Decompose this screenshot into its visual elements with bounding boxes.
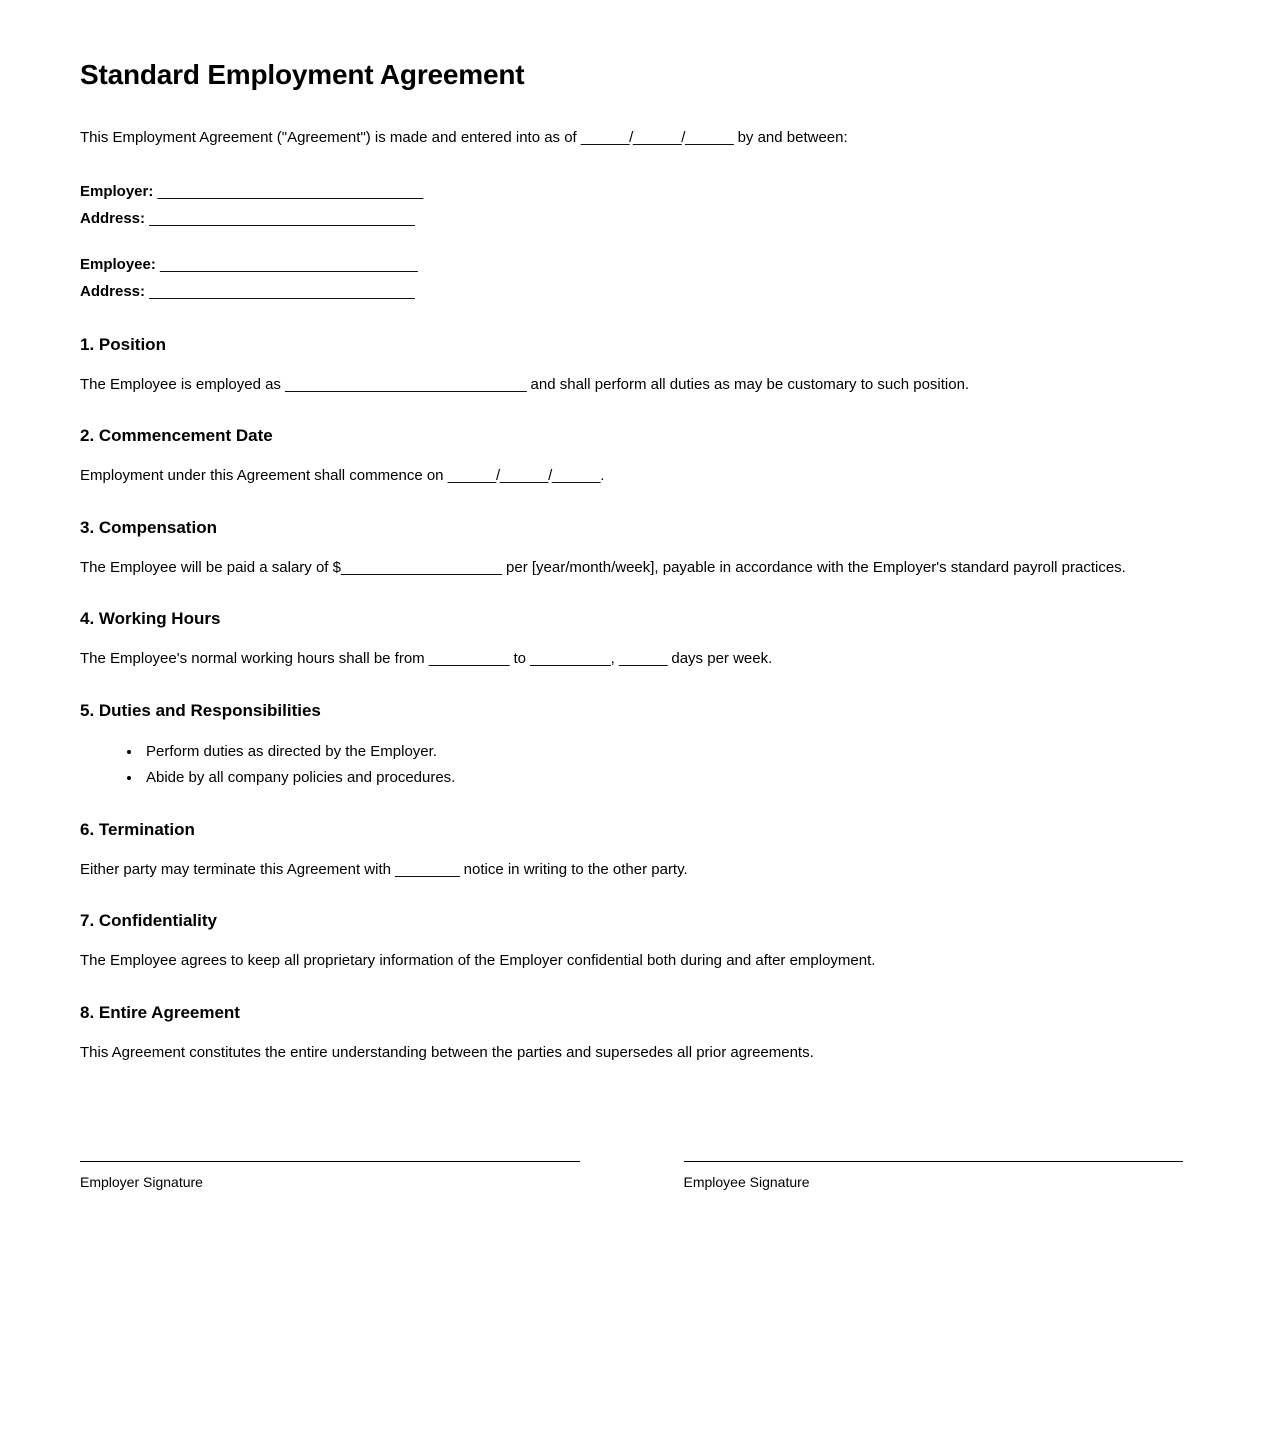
position-text-after: and shall perform all duties as may be customary to such position. <box>526 375 970 393</box>
section-heading-position: 1. Position <box>80 334 166 354</box>
employee-label: Employee: <box>80 256 156 274</box>
employee-name-blank[interactable]: ________________________________ <box>160 256 418 274</box>
employer-signature-line[interactable] <box>80 1161 580 1162</box>
termination-text-after: notice in writing to the other party. <box>459 860 688 878</box>
intro-text-after: by and between: <box>733 128 848 146</box>
position-text-before: The Employee is employed as <box>80 375 286 393</box>
commencement-date-blank[interactable]: ______/______/______ <box>447 467 601 485</box>
working-hours-text-mid: to <box>509 650 531 668</box>
working-hours-text-before: The Employee's normal working hours shall be from <box>80 650 429 668</box>
employee-address-label: Address: <box>80 282 146 300</box>
employee-signature-line[interactable] <box>684 1161 1184 1162</box>
employee-name-line <box>80 252 1183 279</box>
employer-address-blank[interactable]: _________________________________ <box>149 209 415 227</box>
working-hours-text-mid2: , <box>610 650 619 668</box>
employer-label: Employer: <box>80 182 154 200</box>
employer-name-line <box>80 179 1183 206</box>
salary-amount-blank[interactable]: ____________________ <box>340 558 502 576</box>
section-body-compensation <box>80 556 1126 580</box>
commencement-text-before: Employment under this Agreement shall commence on <box>80 467 448 485</box>
section-body-commencement-date <box>80 464 1126 488</box>
intro-text-before: This Employment Agreement ("Agreement") is made and entered into as of <box>80 128 581 146</box>
section-body-position <box>80 373 1126 397</box>
employer-signature-caption: Employer Signature <box>80 1174 203 1191</box>
employee-signature-column <box>684 1161 1184 1193</box>
employer-name-blank[interactable]: _________________________________ <box>157 182 423 200</box>
section-body-working-hours <box>80 647 1126 671</box>
agreement-date-blank[interactable]: ______/______/______ <box>580 128 734 146</box>
section-body-entire-agreement: This Agreement constitutes the entire understanding between the parties and supersedes all prior agreements. <box>80 1043 814 1061</box>
intro-paragraph <box>80 126 1183 149</box>
employee-address-blank[interactable]: _________________________________ <box>149 282 415 300</box>
duties-list <box>80 739 1183 791</box>
employer-signature-column <box>80 1161 580 1193</box>
page-title: Standard Employment Agreement <box>80 59 525 90</box>
termination-notice-blank[interactable]: ________ <box>395 860 460 878</box>
section-heading-confidentiality: 7. Confidentiality <box>80 911 217 931</box>
section-body-confidentiality: The Employee agrees to keep all proprietary information of the Employer confidential both during and after employment. <box>80 952 876 970</box>
employer-address-label: Address: <box>80 209 146 227</box>
working-hours-end-blank[interactable]: __________ <box>530 650 611 668</box>
employee-signature-caption: Employee Signature <box>683 1174 810 1191</box>
compensation-text-after: per [year/month/week], payable in accordance with the Employer's standard payroll practices. <box>501 558 1126 576</box>
section-heading-duties: 5. Duties and Responsibilities <box>80 700 321 720</box>
working-hours-text-after: days per week. <box>667 650 773 668</box>
section-heading-commencement-date: 2. Commencement Date <box>80 426 273 446</box>
termination-text-before: Either party may terminate this Agreement with <box>80 860 396 878</box>
position-blank[interactable]: ______________________________ <box>285 375 527 393</box>
section-heading-entire-agreement: 8. Entire Agreement <box>80 1002 240 1022</box>
compensation-text-before: The Employee will be paid a salary of $ <box>80 558 341 576</box>
section-heading-termination: 6. Termination <box>80 819 195 839</box>
employee-address-line <box>80 279 1183 306</box>
list-item: • Perform duties as directed by the Employer. <box>142 739 1183 765</box>
section-body-termination <box>80 858 1126 882</box>
parties-block <box>80 179 1183 306</box>
days-per-week-blank[interactable]: ______ <box>618 650 668 668</box>
employer-address-line <box>80 206 1183 233</box>
section-heading-compensation: 3. Compensation <box>80 517 217 537</box>
signature-block <box>80 1161 1183 1193</box>
section-heading-working-hours: 4. Working Hours <box>80 609 221 629</box>
working-hours-start-blank[interactable]: __________ <box>428 650 510 668</box>
list-item: • Abide by all company policies and procedures. <box>142 765 1183 791</box>
parties-spacer <box>80 232 1183 252</box>
commencement-text-after: . <box>600 467 605 485</box>
